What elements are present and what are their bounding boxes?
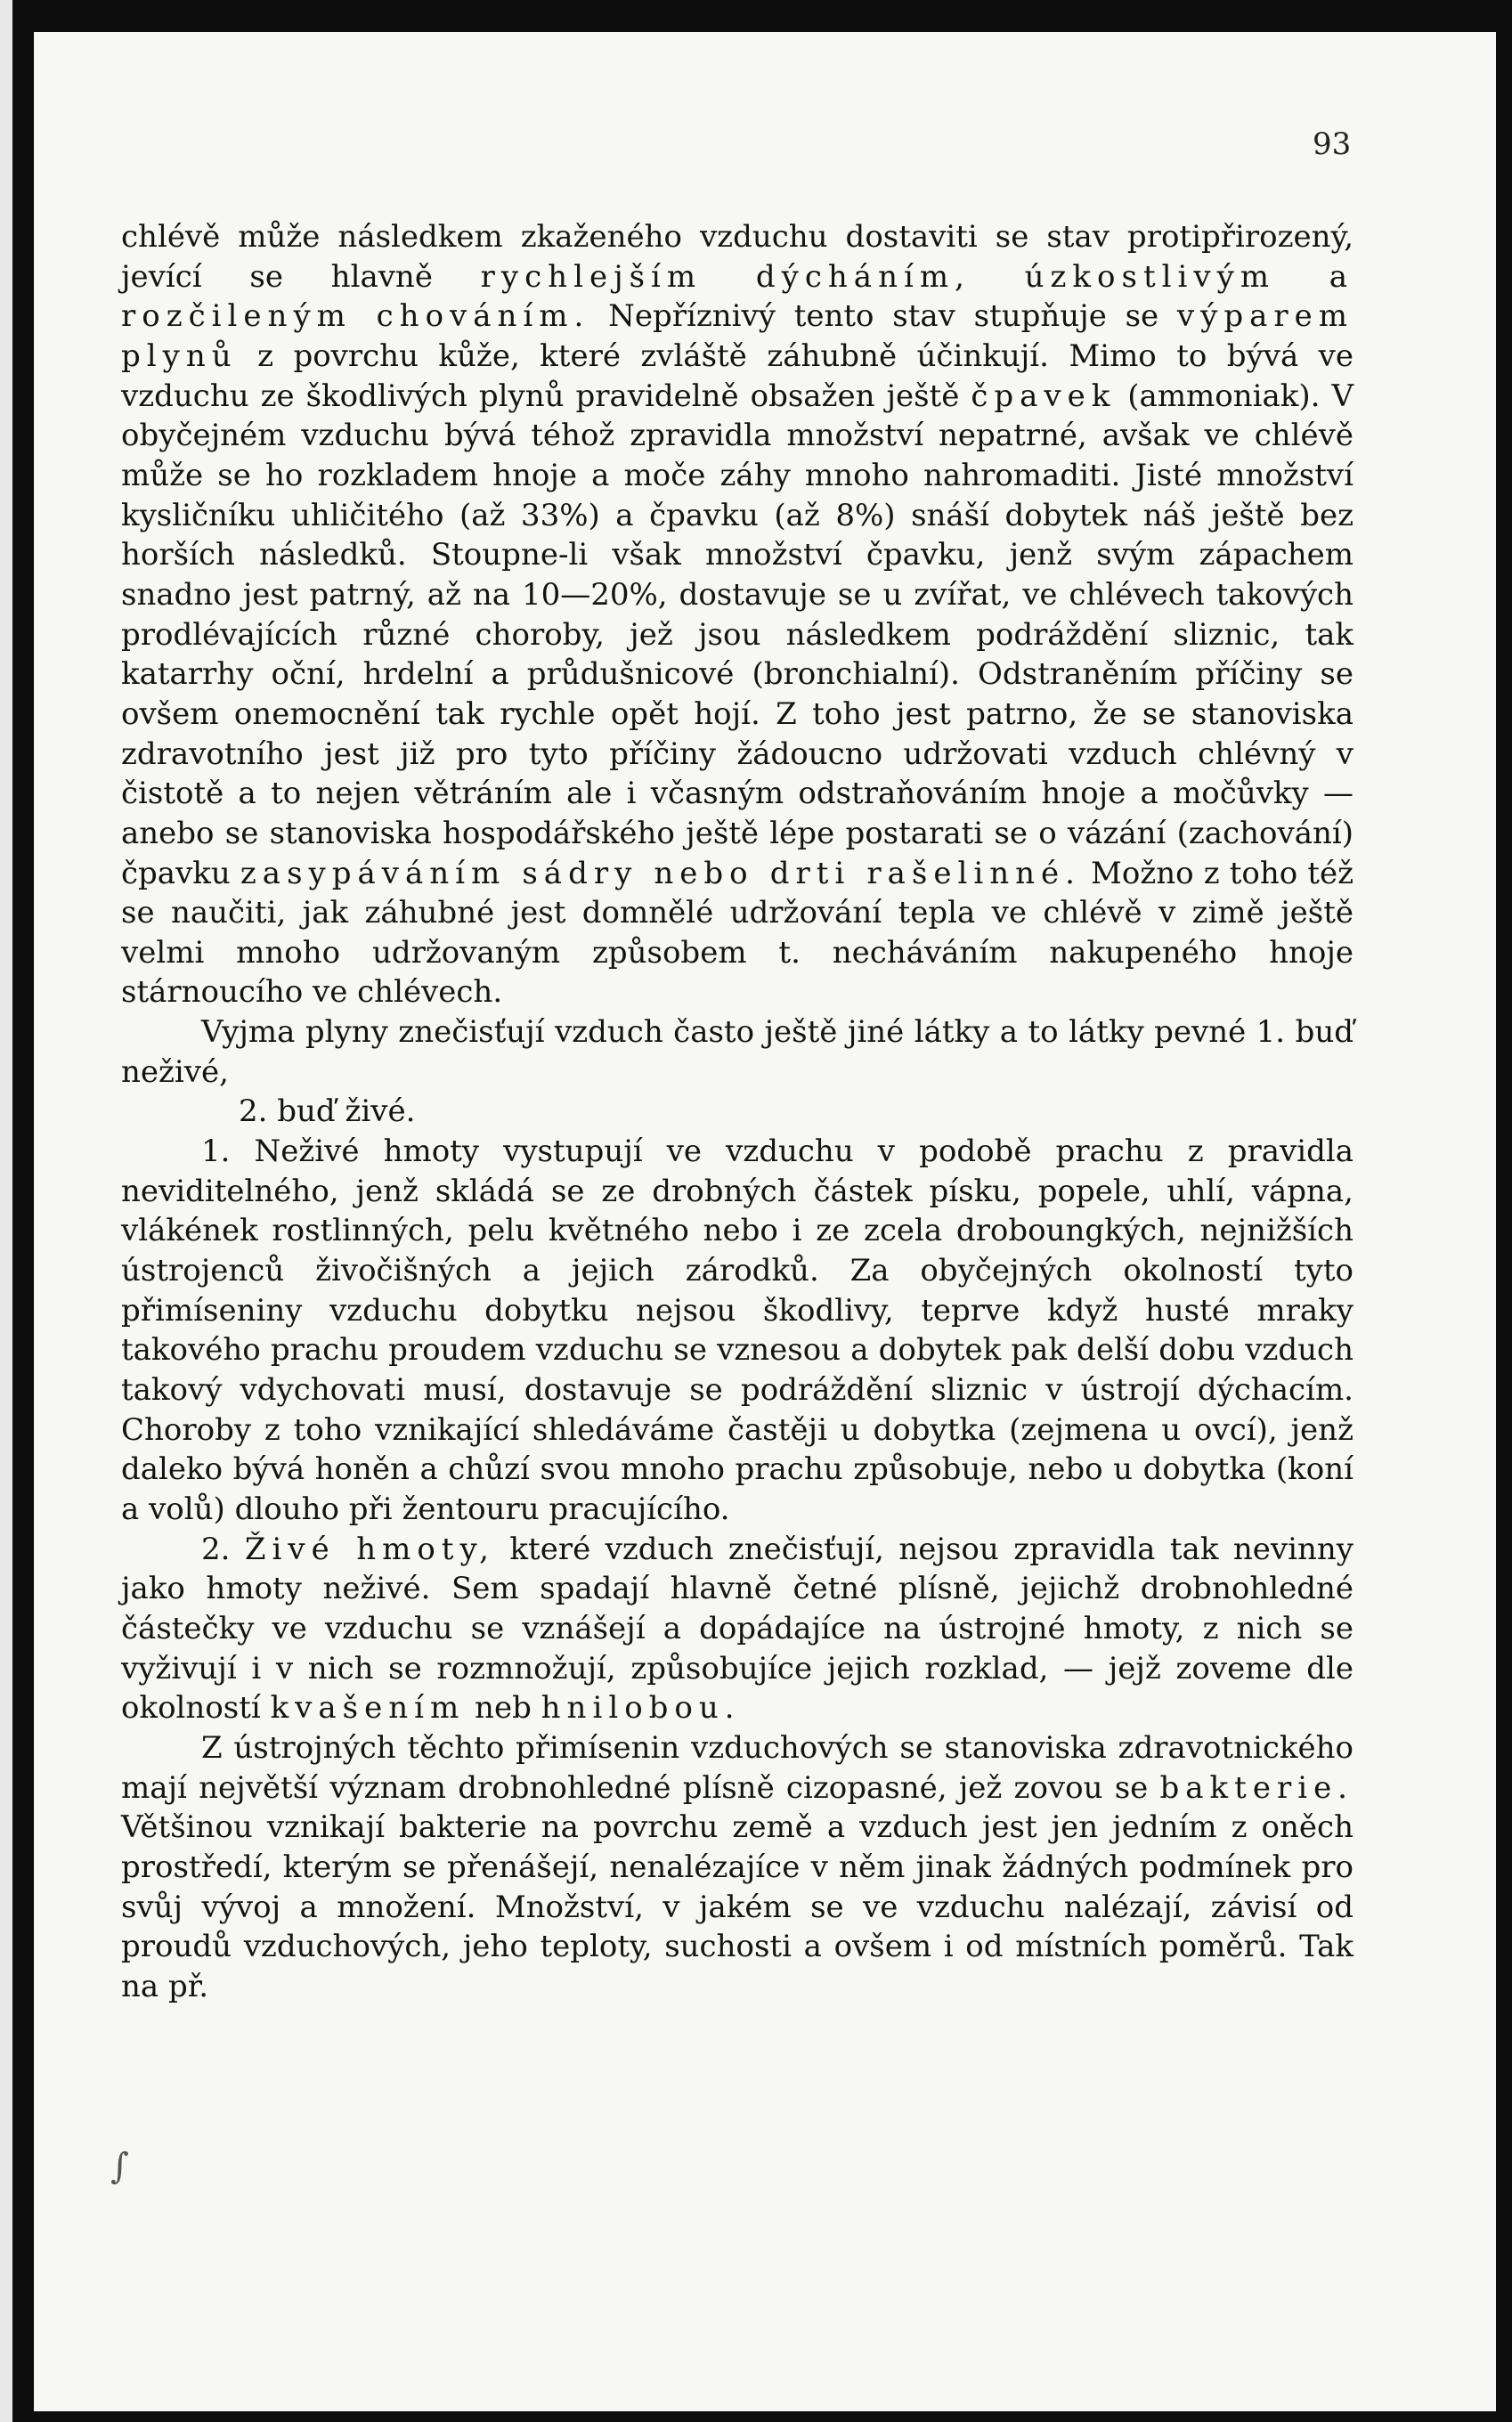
text-run: Většinou vznikají bakterie na povrchu země a vzduch jest jen jedním z oněch prostředí, kterým se přenášejí, nenalézajíce v něm jinak žádných podmínek pro svůj vývoj a množení. Množství, v jakém se ve vzduchu nalézají, závisí od proudů vzduchových, jeho teploty, suchosti a ovšem i od místních poměrů. Tak na př. — [121, 1809, 1353, 2004]
spaced-emphasis-text: rychlejším dýcháním, úzkostlivým a rozčileným chováním. — [121, 258, 1354, 335]
paragraph — [121, 1092, 1353, 1132]
text-run: Z ústrojných těchto přimísenin vzduchových se stanoviska zdravotnického mají největší význam drobnohledné plísně cizopasné, jež zovou se — [121, 1729, 1353, 1806]
spaced-emphasis-text: bakterie. — [1159, 1769, 1353, 1806]
paragraph — [121, 1530, 1353, 1728]
spaced-emphasis-text: hnilobou. — [541, 1690, 741, 1727]
text-run: (ammoniak). V obyčejném vzduchu bývá téhož zpravidla množství nepatrné, avšak ve chlévě může se ho rozkladem hnoje a moče záhy mnoho nahromaditi. Jisté množství kysličníku uhličitého (až 33%) a čpavku (až 8%) snáší dobytek náš ještě bez horších následků. Stoupne-li však množství čpavku, jenž svým zápachem snadno jest patrný, až na 10—20%, dostavuje se u zvířat, ve chlévech takových prodlévajících různé choroby, jež jsou následkem podráždění sliznic, tak katarrhy oční, hrdelní a průdušnicové (bronchialní). Odstraněním příčiny se ovšem onemocnění tak rychle opět hojí. Z toho jest patrno, že se stanoviska zdravotního jest již pro tyto příčiny žádoucno udržovati vzduch chlévný v čistotě a to nejen větráním ale i včasným odstraňováním hnoje a močůvky — anebo se stanoviska hospodářského ještě lépe postarati se o vázání (zachování) čpavku — [121, 378, 1353, 891]
page-number: 93 — [1313, 126, 1352, 162]
body-text — [121, 217, 1353, 2007]
paragraph — [121, 1012, 1353, 1092]
paragraph — [121, 217, 1353, 1012]
text-run: Nepříznivý tento stav stupňuje se — [589, 298, 1177, 335]
text-run: Vyjma plyny znečisťují vzduch často ještě jiné látky a to látky pevné 1. buď neživé, — [121, 1014, 1353, 1090]
text-run: Možno z toho též se naučiti, jak záhubné jest domnělé udržování tepla ve chlévě v zimě ještě velmi mnoho udržovaným způsobem t. necháváním nakupeného hnoje stárnoucího ve chlévech. — [121, 855, 1354, 1011]
spaced-emphasis-text: zasypáváním sádry nebo drti rašelinné. — [240, 855, 1081, 891]
margin-mark: ∫ — [110, 2146, 129, 2187]
spaced-emphasis-text: výparem plynů — [121, 298, 1353, 374]
spaced-emphasis-text: kvašením — [270, 1690, 466, 1727]
text-run: 2. buď živé. — [239, 1093, 416, 1130]
spaced-emphasis-text: čpavek — [971, 378, 1117, 414]
text-run: 1. Neživé hmoty vystupují ve vzduchu v podobě prachu z pravidla neviditelného, jenž skládá se ze drobných částek písku, popele, uhlí, vápna, vlákének rostlinných, pelu květného nebo i ze zcela droboungkých, nejnižších ústrojenců živočišných a jejich zárodků. Za obyčejných okolností tyto přimíseniny vzduchu dobytku nejsou škodlivy, teprve když husté mraky takového prachu proudem vzduchu se vznesou a dobytek pak delší dobu vzduch takový vdychovati musí, dostavuje se podráždění sliznic v ústrojí dýchacím. Choroby z toho vznikající shledáváme častěji u dobytka (zejmena u ovcí), jenž daleko bývá honěn a chůzí svou mnoho prachu způsobuje, nebo u dobytka (koní a volů) dlouho při žentouru pracujícího. — [121, 1134, 1353, 1527]
spaced-emphasis-text: Živé hmoty, — [244, 1531, 495, 1567]
text-run: neb — [465, 1690, 541, 1727]
page-edge — [0, 0, 12, 2422]
paragraph — [121, 1728, 1353, 2007]
text-run: 2. — [201, 1531, 245, 1567]
paragraph — [121, 1132, 1353, 1530]
text-run: z povrchu kůže, které zvláště záhubně účinkují. Mimo to bývá ve vzduchu ze škodlivých plynů pravidelně obsažen ještě — [121, 337, 1353, 414]
text-run: chlévě může následkem zkaženého vzduchu dostaviti se stav protipřirozený, jevící se hlavně — [121, 219, 1353, 295]
text-run: které vzduch znečisťují, nejsou zpravidla tak nevinny jako hmoty neživé. Sem spadají hlavně četné plísně, jejichž drobnohledné částečky ve vzduchu se vznášejí a dopádajíce na ústrojné hmoty, z nich se vyživují i v nich se rozmnožují, způsobujíce jejich rozklad, — jejž zoveme dle okolností — [121, 1531, 1353, 1727]
